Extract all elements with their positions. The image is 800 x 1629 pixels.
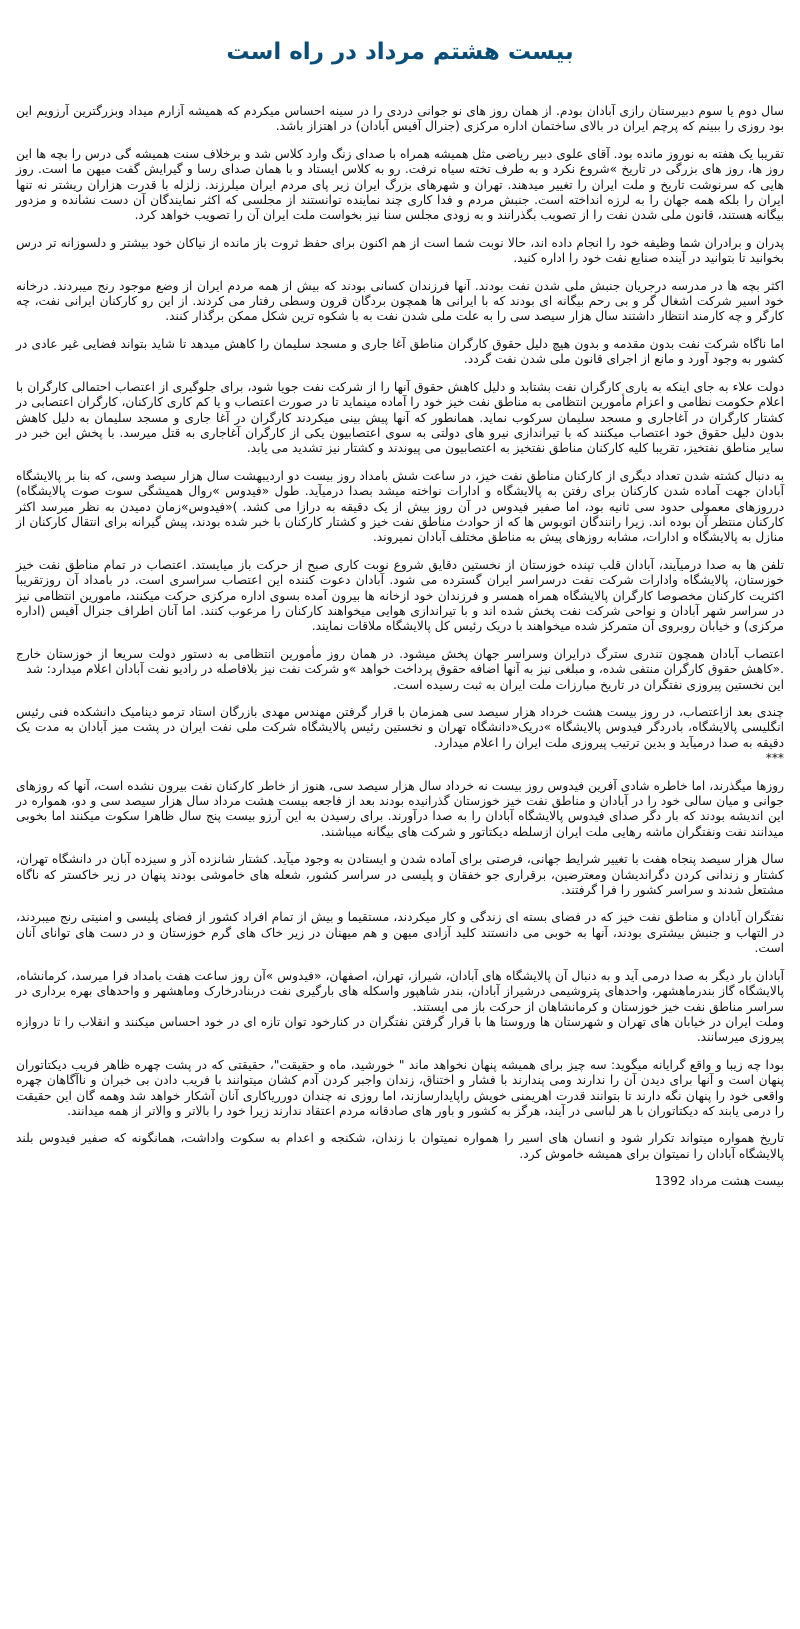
article-paragraph: چندی بعد ازاعتصاب، در روز بیست هشت خرداد هزار سیصد سی همزمان با قرار گرفتن مهندس مهدی بازرگان استاد ترمو دینامیک دانشکده فنی رئیس انگلیسی پالایشگاه، بادردگر فیدوس پالایشگاه »دریک«دانشگاه تهران و نخستین رئیس پالایشگاه شرکت ملی نفت ایران در پشت میز آبادان به مدت یک دقیقه به صدا درمیآید و بدین ترتیب پیروزی ملت ایران را اعلام میدارد. ***	[16, 705, 784, 766]
article-paragraph: سال دوم یا سوم دبیرستان رازی آبادان بودم. از همان روز های نو جوانی دردی را در سینه احساس میکردم که همیشه آزارم میداد وبزرگترین آرزویم این بود روزی را ببینم که پرچم ایران در بالای ساختمان اداره مرکزی (جنرال آفیس آبادان) در اهتزاز باشد.	[16, 104, 784, 134]
article-paragraph: سال هزار سیصد پنجاه هفت با تغییر شرایط جهانی، فرصتی برای آماده شدن و ایستادن به وجود میآید. کشتار شانزده آذر و سیزده آبان در دانشگاه تهران، کشتار و زندانی کردن دگراندیشان ومعترضین، برقراری جو خفقان و پلیسی در سراسر کشور، شعله های خاموشی بودند پنهان در زیر خاکستر که ناگاه مشتعل شدند و سراسر کشور را فرا گرفتند.	[16, 852, 784, 898]
article-paragraph: به دنبال کشته شدن تعداد دیگری از کارکنان مناطق نفت خیز، در ساعت شش بامداد روز بیست دو اردیبهشت سال هزار سیصد وسی، که بنا بر پالایشگاه آبادان جهت آماده شدن کارکنان برای رفتن به پالایشگاه و ادارات نواخته میشد بصدا درمیآید. طول «فیدوس »روال همیشگی سوت صوت پالایشگاه) درروزهای معمولی حدود سی ثانیه بود، اما صفیر فیدوس در آن روز بیش از یک دقیقه به درازا می کشد. )«فیدوس»زمان دمیدن به نظر میرسد اکثر کارکنان منتظر آن بوده اند. زیرا رانندگان اتوبوس ها که از حوادث مناطق نفت خیز و کشتار کارکنان با خبر شده بودند، پیش گیرانه برای انتقال کارکنان از منازل به پالایشگاه و ادارات، مشابه روزهای پیش به مناطق مختلف آبادان نمیروند.	[16, 468, 784, 545]
article-paragraph: اکثر بچه ها در مدرسه درجریان جنبش ملی شدن نفت بودند. آنها فرزندان کسانی بودند که بیش از همه مردم ایران از وضع موجود رنج میبردند. درخانه خود اسیر شرکت اشغال گر و بی رحم بیگانه ای بودند که با ایرانی ها همچون بردگان قرون وسطی رفتار می کردند. از این رو کارکنان ایرانی نفت، چه کارگر و چه کارمند انتظار داشتند سال هزار سیصد سی را به علت ملی شدن نفت به با شکوه ترین شکل ممکن برگذار کنند.	[16, 278, 784, 324]
article-paragraph: اعتصاب آبادان همچون تندری سترگ درایران وسراسر جهان پخش میشود. در همان روز مأمورین انتظامی به دستور دولت سریعا از خوزستان خارج .«کاهش حقوق کارگران منتفی شده، و مبلغی نیز به آنها اضافه حقوق پرداخت خواهد »و شرکت نفت نیز بلافاصله در رادیو نفت آبادان اعلام میدارد: شد این نخستین پیروزی نفتگران در تاریخ مبارزات ملت ایران به ثبت رسیده است.	[16, 646, 784, 692]
article-body	[16, 104, 784, 1162]
article-paragraph: دولت علاء به جای اینکه به یاری کارگران نفت بشتابد و دلیل کاهش حقوق آنها را از شرکت نفت جویا شود، برای جلوگیری از اعتصاب احتمالی کارگران با اعلام حکومت نظامی و اعزام مأمورین انتظامی به مناطق نفت خیز خود را آماده مینماید تا در صورت اعتصاب و یا کم کاری کارکنان، کارگران اعتصابی در کشتار کارگران در آغاجاری و مسجد سلیمان سرکوب نماید. همانطور که آنها پیش بینی میکردند کارگران در آغا جاری و مسجد سلیمان به دلیل کاهش بدون دلیل حقوق خود اعتصاب میکنند که با تیراندازی نیرو های دولتی به سوی اعتصابیون یکی از کارگران آغاجاری به قتل میرسد. با پخش این خبر در سایر مناطق نفتخیز، تقریبا کلیه کارکنان مناطق نفتخیز به اعتصابیون می پیوندند و کشتار نیز تشدید می یابد.	[16, 379, 784, 456]
article-paragraph: پدران و برادران شما وظیفه خود را انجام داده اند، حالا نوبت شما است از هم اکنون برای حفظ ثروت باز مانده از نیاکان خود بیشتر و دلسوزانه تر درس بخوانید تا بتوانید در آینده صنایع نفت خود را اداره کنید.	[16, 235, 784, 266]
page-title: بیست هشتم مرداد در راه است	[226, 39, 574, 65]
article-paragraph: روزها میگذرند، اما خاطره شادی آفرین فیدوس روز بیست نه خرداد سال هزار سیصد سی، هنوز از خاطر کارکنان نفت بیرون نشده است، آنها که روزهای جوانی و میان سالی خود را در آبادان و مناطق نفت خیز خوزستان گذرانیده بودند بعد از فاجعه بیست هشت مرداد سال هزار سیصد سی و دو، همواره در این اندیشه بودند که بار دگر صدای فیدوس پالایشگاه آبادان را به صدا درآورند. برای رسیدن به این آرزو بیست پنج سال ظاهرا سکوت میکنند اما بخوبی میدانند نفت ونفتگران ماشه رهایی ملت ایران ازسلطه دیکتاتور و شرکت های بیگانه میباشند.	[16, 778, 784, 839]
article-paragraph: نفتگران آبادان و مناطق نفت خیز که در فضای بسته ای زندگی و کار میکردند، مستقیما و بیش از تمام افراد کشور از فضای پلیسی و امنیتی رنج میبردند، در التهاب و جنبش بیشتری بودند، آنها به خوبی می دانستند کلید آزادی میهن و هم میهنان در زیر خاک های گرم خوزستان و در دست های توانای آنان است.	[16, 910, 784, 956]
article-paragraph: بودا چه زیبا و واقع گرایانه میگوید: سه چیز برای همیشه پنهان نخواهد ماند " خورشید، ماه و حقیقت"، حقیقتی که در پشت چهره ظاهر فریب دیکتاتوران پنهان است و آنها برای دیدن آن را ندارند ومی پندارند با فشار و اختناق، زندان واجبر کردن آدم کشان میتوانند با فریب دادن بی خبران و ناآگاهان چهره واقعی خود را پنهان نگه دارند تا بتوانند قدرت اهریمنی خویش راپایدارسازند، اما روزی نه چندان دورریاکاری آنان آشکار خواهد شد وهمه گان این حقیقت را درمی یابند که دیکتاتوران با هر لباسی در آیند، هرگز به کشور و باور های صادقانه مردم اعتقاد ندارند زیرا خود را بالاتر و والاتر از همه میدانند.	[16, 1057, 784, 1118]
signature-date: بیست هشت مرداد 1392	[654, 1174, 784, 1189]
article-paragraph: آبادان بار دیگر به صدا درمی آید و به دنبال آن پالایشگاه های آبادان، شیراز، تهران، اصفهان، «فیدوس »آن روز ساعت هفت بامداد فرا میرسد، کرمانشاه، پالایشگاه گاز بندرماهشهر، واحدهای پتروشیمی درشیراز آبادان، بندر شاهپور واسکله های بارگیری نفت دربنادرخارک وماهشهر و واحدهای بهره برداری در سراسر مناطق نفت خیز خوزستان و کرمانشاهان از حرکت باز می ایستند. وملت ایران در خیابان های تهران و شهرستان ها وروستا ها با قرار گرفتن نفتگران در کنارخود توان تازه ای در خود احساس میکنند و انقلاب را تا دروازه پیروزی میرسانند.	[16, 968, 784, 1045]
article-paragraph: تقریبا یک هفته به نوروز مانده بود. آقای علوی دبیر ریاضی مثل همیشه همراه با صدای زنگ وارد کلاس شد و برخلاف سنت همیشه گی درس را بچه ها این روز ها، روز های بزرگی در تاریخ »شروع نکرد و به طرف تخته سیاه نرفت. رو به کلاس ایستاد و با همان صدای رسا و گیرایش گفت میهن ما است. روز هایی که سرنوشت تاریخ و ملت ایران را تغییر میدهند. تهران و شهرهای بزرگ ایران زیر پای مردم ایران میلرزند. زلزله با قدرت هزاران ریشتر نه تنها ایران را بلکه همه جهان را به لرزه انداخته است. جنبش مردم و فدا کاری چند نماینده توانستند از مجلسی که اکثر نمایندگان آن دست نشانده و مزدور بیگانه هستند، قانون ملی شدن نفت را از تصویب بگذرانند و به زودی مجلس سنا نیز بخواست ملت ایران آن را تصویب خواهد کرد.	[16, 146, 784, 223]
article-paragraph: اما ناگاه شرکت نفت بدون مقدمه و بدون هیچ دلیل حقوق کارگران مناطق آغا جاری و مسجد سلیمان را کاهش میدهد تا شاید بتواند فضایی غیر عادی در کشور به وجود آورد و مانع از اجرای قانون ملی شدن نفت گردد.	[16, 336, 784, 367]
article-paragraph: تاریخ همواره میتواند تکرار شود و انسان های اسیر را همواره نمیتوان با زندان، شکنجه و اعدام به سکوت واداشت، همانگونه که صفیر فیدوس بلند پالایشگاه آبادان را نمیتوان برای همیشه خاموش کرد.	[16, 1131, 784, 1161]
document-page	[8, 34, 792, 1189]
article-paragraph: تلفن ها به صدا درمیآیند، آبادان قلب تپنده خوزستان از نخستین دقایق شروع نوبت کاری صبح از حرکت باز میایستد. اعتصاب در تمام مناطق نفت خیز خوزستان، پالایشگاه وادارات شرکت نفت درسراسر ایران گسترده می شود. آبادان دعوت کننده این اعتصاب سراسری است. در بامداد آن روزتقریبا اکثریت کارکنان مخصوصا کارگران پالایشگاه همراه همسر و فرزندان خود ازخانه ها بیرون آمده بسوی اداره مرکزی حرکت میکنند، مامورین انتظامی نیز در سراسر شهر آبادان و نواحی شرکت نفت پخش شده اند و با تیراندازی هوایی میخواهند کارکنان را مرعوب کنند. اما آنان اطراف جنرال آفیس (اداره مرکزی) و خیابان روبروی آن متمرکز شده میخواهند با دریک رئیس کل پالایشگاه ملاقات نمایند.	[16, 557, 784, 634]
